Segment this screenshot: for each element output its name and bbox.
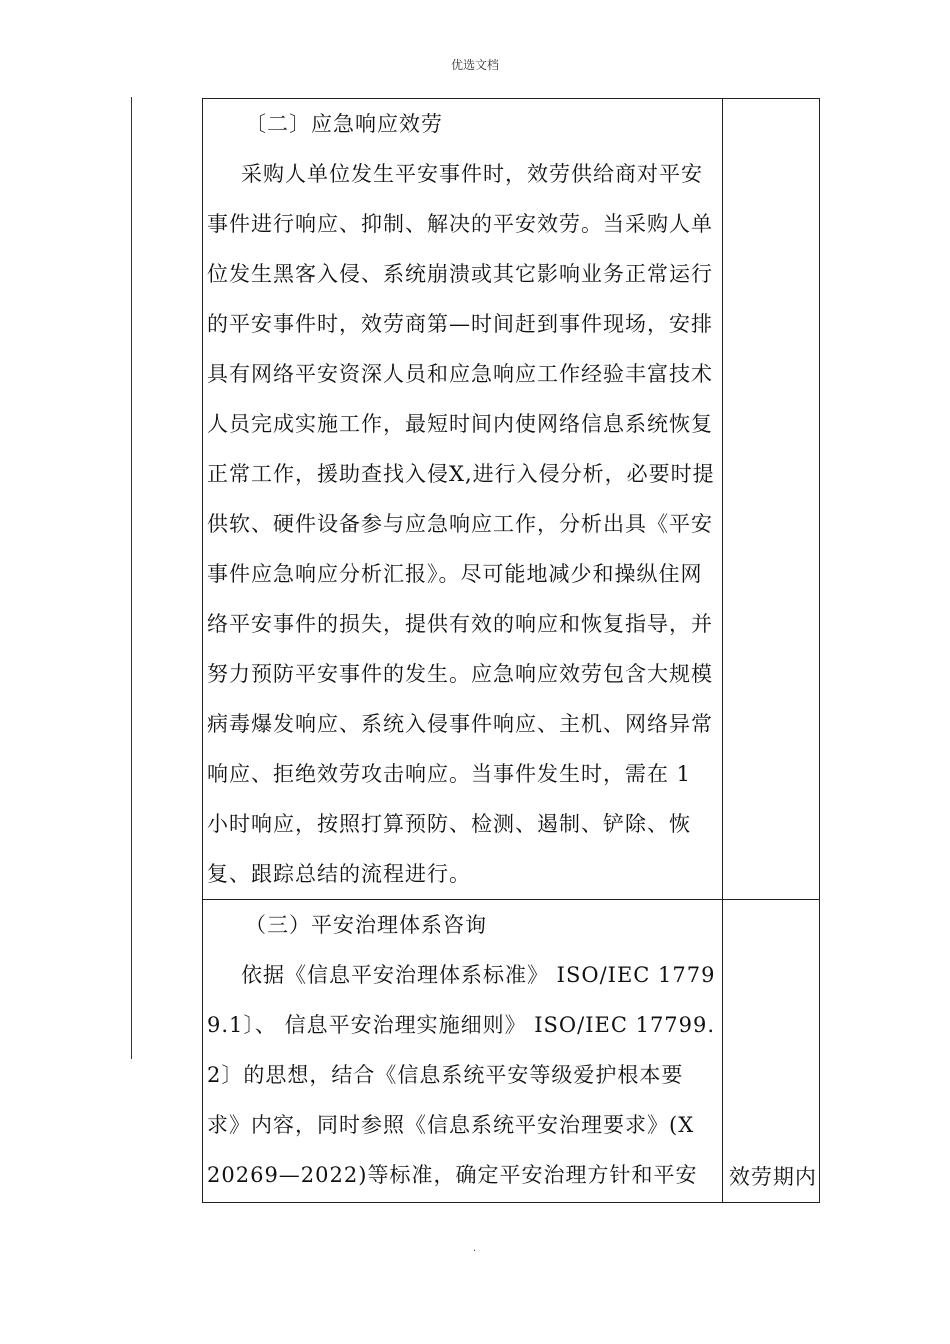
section-cell (203, 99, 723, 900)
table-row (203, 99, 820, 900)
side-cell (722, 99, 819, 900)
side-cell (722, 900, 819, 1203)
table-row (203, 900, 820, 1203)
section-body: 采购人单位发生平安事件时，效劳供给商对平安事件进行响应、抑制、解决的平安效劳。当采购人单位发生黑客入侵、系统崩溃或其它影响业务正常运行的平安事件时，效劳商第—时间赶到事件现场，安排具有网络平安资深人员和应急响应工作经验丰富技术人员完成实施工作，最短时间内使网络信息系统恢复正常工作，援助查找入侵X,进行入侵分析，必要时提供软、硬件设备参与应急响应工作，分析出具《平安事件应急响应分析汇报》。尽可能地减少和操纵住网络平安事件的损失，提供有效的响应和恢复指导，并努力预防平安事件的发生。应急响应效劳包含大规模病毒爆发响应、系统入侵事件响应、主机、网络异常响应、拒绝效劳攻击响应。当事件发生时，需在 1 小时响应，按照打算预防、检测、遏制、铲除、恢复、跟踪总结的流程进行。 (207, 162, 715, 886)
page-header: 优选文档 (450, 58, 499, 72)
content-table (202, 98, 820, 1203)
section-cell (203, 900, 723, 1203)
footer-mark: . (473, 1243, 477, 1254)
side-text: 效劳期内 (728, 1165, 817, 1189)
section-heading: （三）平安治理体系咨询 (245, 913, 487, 937)
section-heading: 〔二〕应急响应效劳 (245, 112, 443, 136)
margin-rule (131, 97, 132, 1059)
section-body: 依据《信息平安治理体系标准》 ISO/IEC 17799.1〕、 信息平安治理实施细则》 ISO/IEC 17799.2〕的思想，结合《信息系统平安等级爱护根本要求》内容，同时参照《信息系统平安治理要求》(X 20269—2022)等标准，确定平安治理方针和平安 (207, 963, 716, 1187)
